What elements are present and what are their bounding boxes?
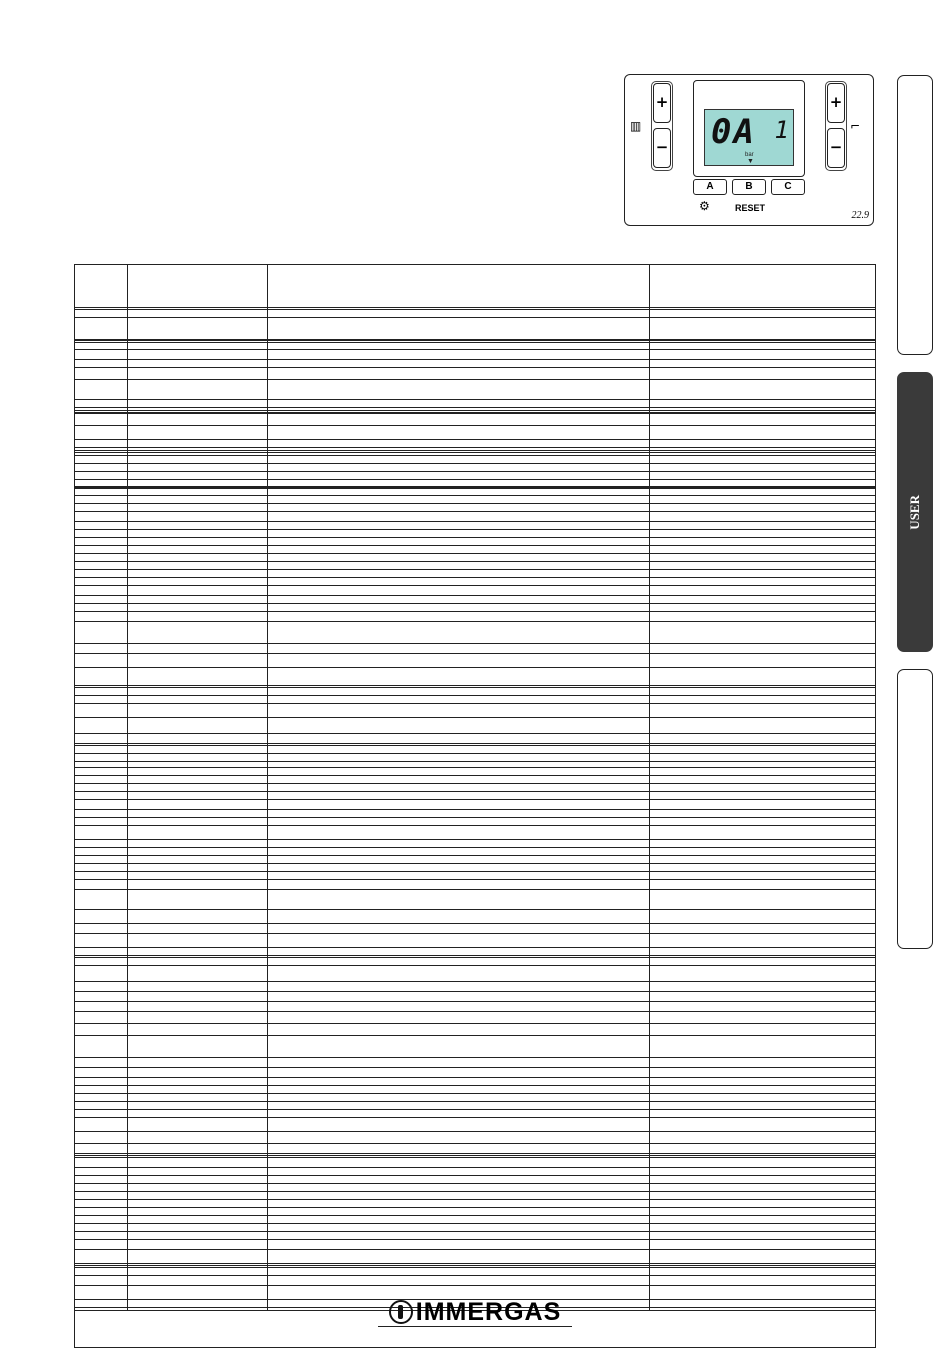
table-row-line	[75, 455, 875, 456]
table-row-line	[75, 537, 875, 538]
button-c[interactable]: C	[771, 179, 805, 195]
parameter-table	[74, 264, 876, 1348]
table-section-line	[75, 486, 875, 489]
table-section-line	[75, 307, 875, 310]
table-row-line	[75, 1093, 875, 1094]
table-row-line	[75, 981, 875, 982]
table-row-line	[75, 733, 875, 734]
table-row-line	[75, 1057, 875, 1058]
button-a[interactable]: A	[693, 179, 727, 195]
table-row-line	[75, 653, 875, 654]
table-row-line	[75, 1231, 875, 1232]
table-section-line	[75, 340, 875, 343]
table-row-line	[75, 521, 875, 522]
heating-plus-button[interactable]: +	[653, 83, 671, 123]
button-b[interactable]: B	[732, 179, 766, 195]
gear-icon: ⚙	[699, 199, 710, 213]
display-unit: bar	[745, 152, 754, 158]
table-row-line	[75, 1215, 875, 1216]
table-section-line	[75, 955, 875, 958]
table-row-line	[75, 1223, 875, 1224]
logo-text: IMMERGAS	[415, 1297, 562, 1326]
table-row-line	[75, 1153, 875, 1154]
table-row-line	[75, 761, 875, 762]
table-row-line	[75, 965, 875, 966]
table-row-line	[75, 379, 875, 380]
tap-icon: ⌐	[850, 119, 861, 133]
table-section-line	[75, 743, 875, 746]
table-section-line	[75, 410, 875, 413]
table-row-line	[75, 643, 875, 644]
table-row-line	[75, 317, 875, 318]
table-row-line	[75, 855, 875, 856]
table-row-line	[75, 1175, 875, 1176]
table-row-line	[75, 791, 875, 792]
table-row-line	[75, 1077, 875, 1078]
table-row-line	[75, 1085, 875, 1086]
logo-underline	[378, 1326, 572, 1327]
table-row-line	[75, 863, 875, 864]
table-row-line	[75, 407, 875, 408]
table-row-line	[75, 753, 875, 754]
table-row-line	[75, 511, 875, 512]
table-row-line	[75, 1167, 875, 1168]
table-row-line	[75, 471, 875, 472]
table-row-line	[75, 1001, 875, 1002]
triangle-down-icon: ▼	[747, 158, 754, 165]
table-row-line	[75, 1117, 875, 1118]
table-row-line	[75, 503, 875, 504]
table-row-line	[75, 585, 875, 586]
logo-mark-icon	[389, 1300, 413, 1324]
table-row-line	[75, 545, 875, 546]
table-row-line	[75, 1143, 875, 1144]
table-row-line	[75, 1011, 875, 1012]
table-row-line	[75, 703, 875, 704]
table-row-line	[75, 621, 875, 622]
table-row-line	[75, 1035, 875, 1036]
table-row-line	[75, 1249, 875, 1250]
table-row-line	[75, 871, 875, 872]
table-row-line	[75, 425, 875, 426]
table-row-line	[75, 1207, 875, 1208]
table-row-line	[75, 717, 875, 718]
brand-logo	[378, 1297, 572, 1327]
display-value: 1	[774, 116, 789, 144]
table-row-line	[75, 561, 875, 562]
table-row-line	[75, 1263, 875, 1264]
side-tab-installer[interactable]	[897, 75, 933, 355]
table-row-line	[75, 1067, 875, 1068]
table-row-line	[75, 413, 875, 414]
control-panel	[624, 74, 874, 226]
table-row-line	[75, 889, 875, 890]
table-row-line	[75, 667, 875, 668]
radiator-icon: ▥	[630, 119, 642, 133]
reset-label: RESET	[735, 203, 766, 213]
table-row-line	[75, 595, 875, 596]
table-row-line	[75, 439, 875, 440]
table-row-line	[75, 611, 875, 612]
table-row-line	[75, 1183, 875, 1184]
table-row-line	[75, 1239, 875, 1240]
table-row-line	[75, 1275, 875, 1276]
table-row-line	[75, 933, 875, 934]
table-row-line	[75, 463, 875, 464]
table-section-line	[75, 685, 875, 688]
table-row-line	[75, 529, 875, 530]
table-row-line	[75, 909, 875, 910]
table-row-line	[75, 817, 875, 818]
table-row-line	[75, 695, 875, 696]
table-row-line	[75, 847, 875, 848]
table-row-line	[75, 553, 875, 554]
side-tab-maintenance[interactable]	[897, 669, 933, 949]
table-row-line	[75, 479, 875, 480]
table-row-line	[75, 495, 875, 496]
dhw-plus-button[interactable]: +	[827, 83, 845, 123]
table-row-line	[75, 367, 875, 368]
table-row-line	[75, 991, 875, 992]
table-row-line	[75, 799, 875, 800]
table-row-line	[75, 809, 875, 810]
table-row-line	[75, 399, 875, 400]
table-row-line	[75, 359, 875, 360]
heating-minus-button[interactable]: −	[653, 128, 671, 168]
side-tab-label: USER	[907, 494, 922, 530]
table-row-line	[75, 447, 875, 448]
table-row-line	[75, 1109, 875, 1110]
table-row-line	[75, 775, 875, 776]
table-row-line	[75, 1131, 875, 1132]
table-row-line	[75, 1191, 875, 1192]
table-row-line	[75, 767, 875, 768]
model-code: 22.9	[851, 210, 869, 221]
table-row-line	[75, 923, 875, 924]
table-row-line	[75, 1285, 875, 1286]
table-row-line	[75, 1023, 875, 1024]
table-row-line	[75, 839, 875, 840]
table-row-line	[75, 783, 875, 784]
table-section-line	[75, 1265, 875, 1268]
table-row-line	[75, 577, 875, 578]
table-section-line	[75, 1155, 875, 1158]
table-row-line	[75, 879, 875, 880]
display-frame	[693, 80, 805, 177]
table-row-line	[75, 1101, 875, 1102]
table-row-line	[75, 603, 875, 604]
side-tab-user[interactable]	[897, 372, 933, 652]
table-row-line	[75, 1199, 875, 1200]
table-row-line	[75, 349, 875, 350]
table-row-line	[75, 569, 875, 570]
table-section-line	[75, 450, 875, 453]
table-row-line	[75, 825, 875, 826]
dhw-minus-button[interactable]: −	[827, 128, 845, 168]
table-row-line	[75, 947, 875, 948]
lcd-display	[704, 109, 794, 166]
display-code: 0A	[711, 112, 756, 152]
